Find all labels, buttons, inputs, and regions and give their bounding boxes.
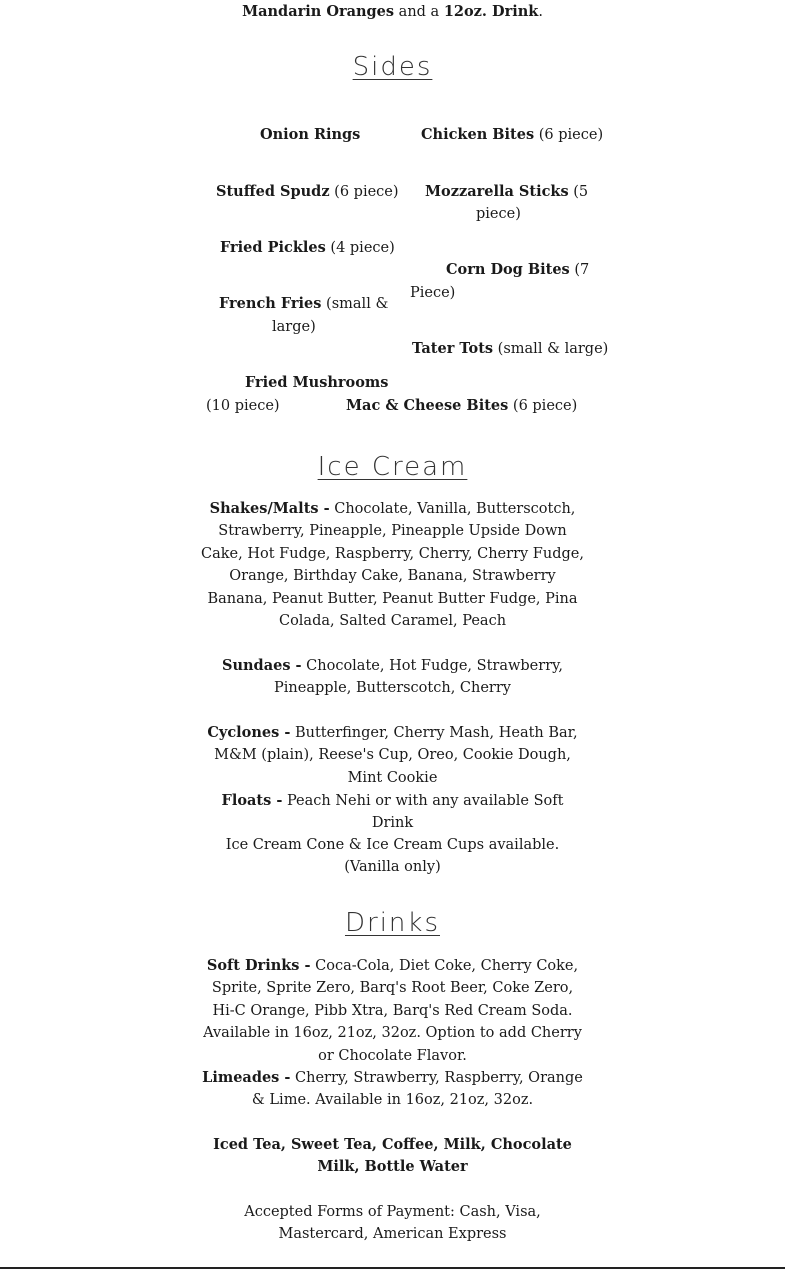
cones-paragraph: Ice Cream Cone & Ice Cream Cups available. (Vanilla only)	[225, 837, 560, 876]
top-line-mid: and a	[394, 4, 444, 20]
side-item-fried-mushrooms-detail: (10 piece)	[206, 398, 280, 414]
sundaes-paragraph: Sundaes - Chocolate, Hot Fudge, Strawberry, Pineapple, Butterscotch, Cherry	[222, 657, 563, 697]
side-item-mozzarella-sticks-cont: piece)	[476, 206, 521, 222]
bottom-divider	[0, 1267, 785, 1269]
top-line-end: .	[538, 4, 543, 20]
side-item-mozzarella-sticks: Mozzarella Sticks (5	[425, 183, 589, 200]
side-item-french-fries-cont: large)	[272, 319, 316, 335]
side-item-fried-mushrooms: Fried Mushrooms	[245, 374, 389, 391]
side-item-tater-tots: Tater Tots (small & large)	[412, 340, 609, 357]
side-item-mac-cheese-bites: Mac & Cheese Bites (6 piece)	[346, 397, 578, 414]
shakes-paragraph: Shakes/Malts - Chocolate, Vanilla, Butterscotch, Strawberry, Pineapple, Pineapple Upside Down Cake, Hot Fudge, Raspberry, Cherry, Cherry Fudge, Orange, Birthday Cake, Banana, Strawberry Banana, Peanut Butter, Peanut Butter Fudge, Pina Colada, Salted Caramel, Peach	[201, 500, 584, 630]
cyclones-paragraph: Cyclones - Butterfinger, Cherry Mash, Heath Bar, M&M (plain), Reese's Cup, Oreo, Cookie Dough, Mint Cookie	[207, 724, 578, 786]
side-item-corn-dog-bites: Corn Dog Bites (7	[446, 261, 590, 278]
side-item-french-fries: French Fries (small &	[219, 295, 389, 312]
sides-heading: Sides	[352, 52, 433, 82]
ice-cream-heading: Ice Cream	[317, 452, 468, 482]
other-drinks-paragraph: Iced Tea, Sweet Tea, Coffee, Milk, Chocolate Milk, Bottle Water	[213, 1136, 572, 1176]
side-item-chicken-bites: Chicken Bites (6 piece)	[421, 126, 604, 143]
payment-paragraph: Accepted Forms of Payment: Cash, Visa, Mastercard, American Express	[244, 1204, 541, 1243]
drinks-heading: Drinks	[344, 908, 440, 938]
top-line-bold-1: Mandarin Oranges	[242, 3, 395, 20]
floats-paragraph: Floats - Peach Nehi or with any available Soft Drink	[221, 792, 564, 832]
side-item-corn-dog-bites-cont: Piece)	[410, 285, 456, 301]
top-line	[0, 1, 785, 23]
side-item-fried-pickles: Fried Pickles (4 piece)	[220, 239, 395, 256]
top-line-bold-2: 12oz. Drink	[443, 3, 539, 20]
limeades-paragraph: Limeades - Cherry, Strawberry, Raspberry, Orange & Lime. Available in 16oz, 21oz, 32oz.	[202, 1069, 583, 1109]
soft-drinks-paragraph: Soft Drinks - Coca-Cola, Diet Coke, Cherry Coke, Sprite, Sprite Zero, Barq's Root Beer, Coke Zero, Hi-C Orange, Pibb Xtra, Barq's Red Cream Soda. Available in 16oz, 21oz, 32oz. Option to add Cherry or Chocolate Flavor.	[203, 957, 582, 1064]
side-item-onion-rings: Onion Rings	[260, 126, 361, 143]
side-item-stuffed-spudz: Stuffed Spudz (6 piece)	[216, 183, 399, 200]
